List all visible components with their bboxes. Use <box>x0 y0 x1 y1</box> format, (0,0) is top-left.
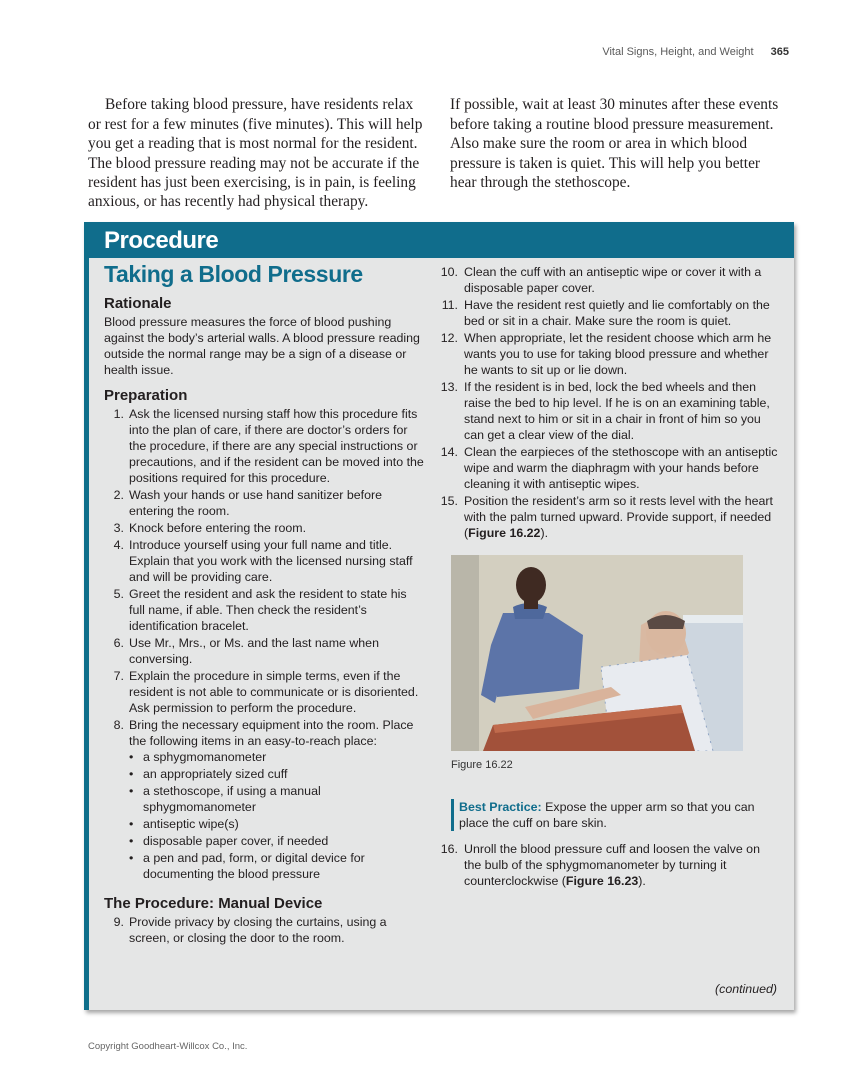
step-item <box>440 444 779 492</box>
manual-steps <box>104 914 424 946</box>
procedure-right-column <box>440 264 779 890</box>
step-text: Bring the necessary equipment into the room. Place the following items in an easy-to-reach place: <box>129 718 414 748</box>
step-text: Use Mr., Mrs., or Ms. and the last name when conversing. <box>129 636 379 666</box>
step-item <box>104 635 424 667</box>
best-practice-text: Expose the upper arm so that you can place the cuff on bare skin. <box>459 800 755 830</box>
step-number: 14. <box>440 445 458 459</box>
equipment-item: • an appropriately sized cuff <box>129 766 424 782</box>
step-number: 1. <box>113 407 124 421</box>
equipment-item: • disposable paper cover, if needed <box>129 833 424 849</box>
preparation-steps <box>104 406 424 882</box>
step-text: If the resident is in bed, lock the bed wheels and then raise the bed to hip level. If he is on an examining table, stand next to him or sit in a chair in front of him so you can get a clear view of the dial. <box>464 380 770 442</box>
best-practice-label: Best Practice: <box>459 800 542 814</box>
equipment-item: • a pen and pad, form, or digital device for documenting the blood pressure <box>129 850 424 882</box>
running-header-section: Vital Signs, Height, and Weight <box>602 46 754 58</box>
step-text <box>464 842 760 888</box>
step-item <box>104 487 424 519</box>
step-text: Explain the procedure in simple terms, even if the resident is not able to communicate or is disoriented. Ask permission to perform the procedure. <box>129 669 419 715</box>
step-text-part: ). <box>540 526 549 540</box>
step-item <box>104 914 424 946</box>
procedure-banner <box>89 222 794 258</box>
intro-paragraph-right: If possible, wait at least 30 minutes after these events before taking a routine blood pressure measurement. Also make sure the room or area in which blood pressure is taken is quiet. This will help you better hear through the stethoscope. <box>450 96 779 192</box>
step-number: 4. <box>113 538 124 552</box>
step-item <box>440 330 779 378</box>
equipment-item: • antiseptic wipe(s) <box>129 816 424 832</box>
step-number: 10. <box>440 265 458 279</box>
figure-reference: Figure 16.23 <box>565 874 639 888</box>
rationale-text: Blood pressure measures the force of blood pushing against the body’s arterial walls. A blood pressure reading outside the normal range may be a sign of a disease or health issue. <box>104 315 420 377</box>
step-text: Have the resident rest quietly and lie comfortably on the bed or sit in a chair. Make sure the room is quiet. <box>464 298 770 328</box>
step-text: Clean the earpieces of the stethoscope with an antiseptic wipe and warm the diaphragm with your hands before cleaning it with antiseptic wipes. <box>464 445 778 491</box>
procedure-left-column <box>104 261 424 947</box>
step-text: Wash your hands or use hand sanitizer before entering the room. <box>129 488 383 518</box>
step-text <box>464 494 773 540</box>
step-text: Knock before entering the room. <box>129 521 307 535</box>
step-number: 6. <box>113 636 124 650</box>
figure-caption: Figure 16.22 <box>451 759 513 771</box>
step-number: 13. <box>440 380 458 394</box>
running-header <box>602 46 789 58</box>
equipment-item: • a stethoscope, if using a manual sphygmomanometer <box>129 783 424 815</box>
step-number: 2. <box>113 488 124 502</box>
step-number: 7. <box>113 669 124 683</box>
procedure-steps-final <box>440 841 779 889</box>
figure-photo <box>451 555 743 751</box>
step-number: 16. <box>440 842 458 856</box>
step-item <box>104 537 424 585</box>
figure-reference: Figure 16.22 <box>468 526 541 540</box>
step-item <box>440 493 779 541</box>
step-text-part: ). <box>638 874 646 888</box>
preparation-heading: Preparation <box>104 387 188 404</box>
step-text: When appropriate, let the resident choose which arm he wants you to use for taking blood pressure and whether he wants to sit up or lie down. <box>464 331 772 377</box>
procedure-banner-title: Procedure <box>104 227 219 254</box>
best-practice-callout <box>451 799 779 831</box>
continued-note: (continued) <box>715 982 777 996</box>
step-number: 11. <box>441 298 458 312</box>
step-text: Greet the resident and ask the resident to state his full name, if able. Then check the resident’s identification bracelet. <box>129 587 407 633</box>
step-text-part: Position the resident’s arm so it rests level with the heart with the palm turned upward. Provide support, if needed ( <box>464 494 773 540</box>
step-item <box>104 406 424 486</box>
step-item <box>104 668 424 716</box>
step-text: Clean the cuff with an antiseptic wipe or cover it with a disposable paper cover. <box>464 265 762 295</box>
step-text-part: Unroll the blood pressure cuff and loosen the valve on the bulb of the sphygmomanometer by turning it counterclockwise ( <box>464 842 760 888</box>
step-item <box>440 264 779 296</box>
equipment-list <box>129 749 424 882</box>
step-number: 8. <box>113 718 124 732</box>
step-text: Ask the licensed nursing staff how this procedure fits into the plan of care, if there are doctor’s orders for the procedure, if there are any special instructions or precautions, and if the resident can be moved into the positions required for this procedure. <box>129 407 424 485</box>
procedure-box <box>84 222 794 1010</box>
step-item <box>440 841 779 889</box>
equipment-item: • a sphygmomanometer <box>129 749 424 765</box>
step-item <box>104 717 424 882</box>
step-item <box>104 520 424 536</box>
photo-illustration <box>451 555 743 751</box>
procedure-steps-continued <box>440 264 779 541</box>
step-number: 3. <box>113 521 124 535</box>
step-number: 9. <box>113 915 124 929</box>
step-number: 15. <box>440 494 458 508</box>
step-number: 5. <box>113 587 124 601</box>
step-item <box>104 586 424 634</box>
intro-paragraph-left: Before taking blood pressure, have residents relax or rest for a few minutes (five minutes). This will help you get a reading that is most normal for the resident. The blood pressure reading may not be accurate if the resident has just been exercising, is in pain, is feeling anxious, or has recently had physical therapy. <box>88 96 423 211</box>
copyright-footer: Copyright Goodheart-Willcox Co., Inc. <box>88 1041 248 1052</box>
step-text: Introduce yourself using your full name and title. Explain that you work with the licensed nursing staff and will be providing care. <box>129 538 413 584</box>
rationale-heading: Rationale <box>104 295 172 312</box>
step-text: Provide privacy by closing the curtains, using a screen, or closing the door to the room. <box>129 915 387 945</box>
procedure-title: Taking a Blood Pressure <box>104 261 363 287</box>
step-item <box>441 297 779 329</box>
manual-device-heading: The Procedure: Manual Device <box>104 895 323 912</box>
page-number: 365 <box>770 46 789 58</box>
step-item <box>440 379 779 443</box>
step-number: 12. <box>440 331 458 345</box>
